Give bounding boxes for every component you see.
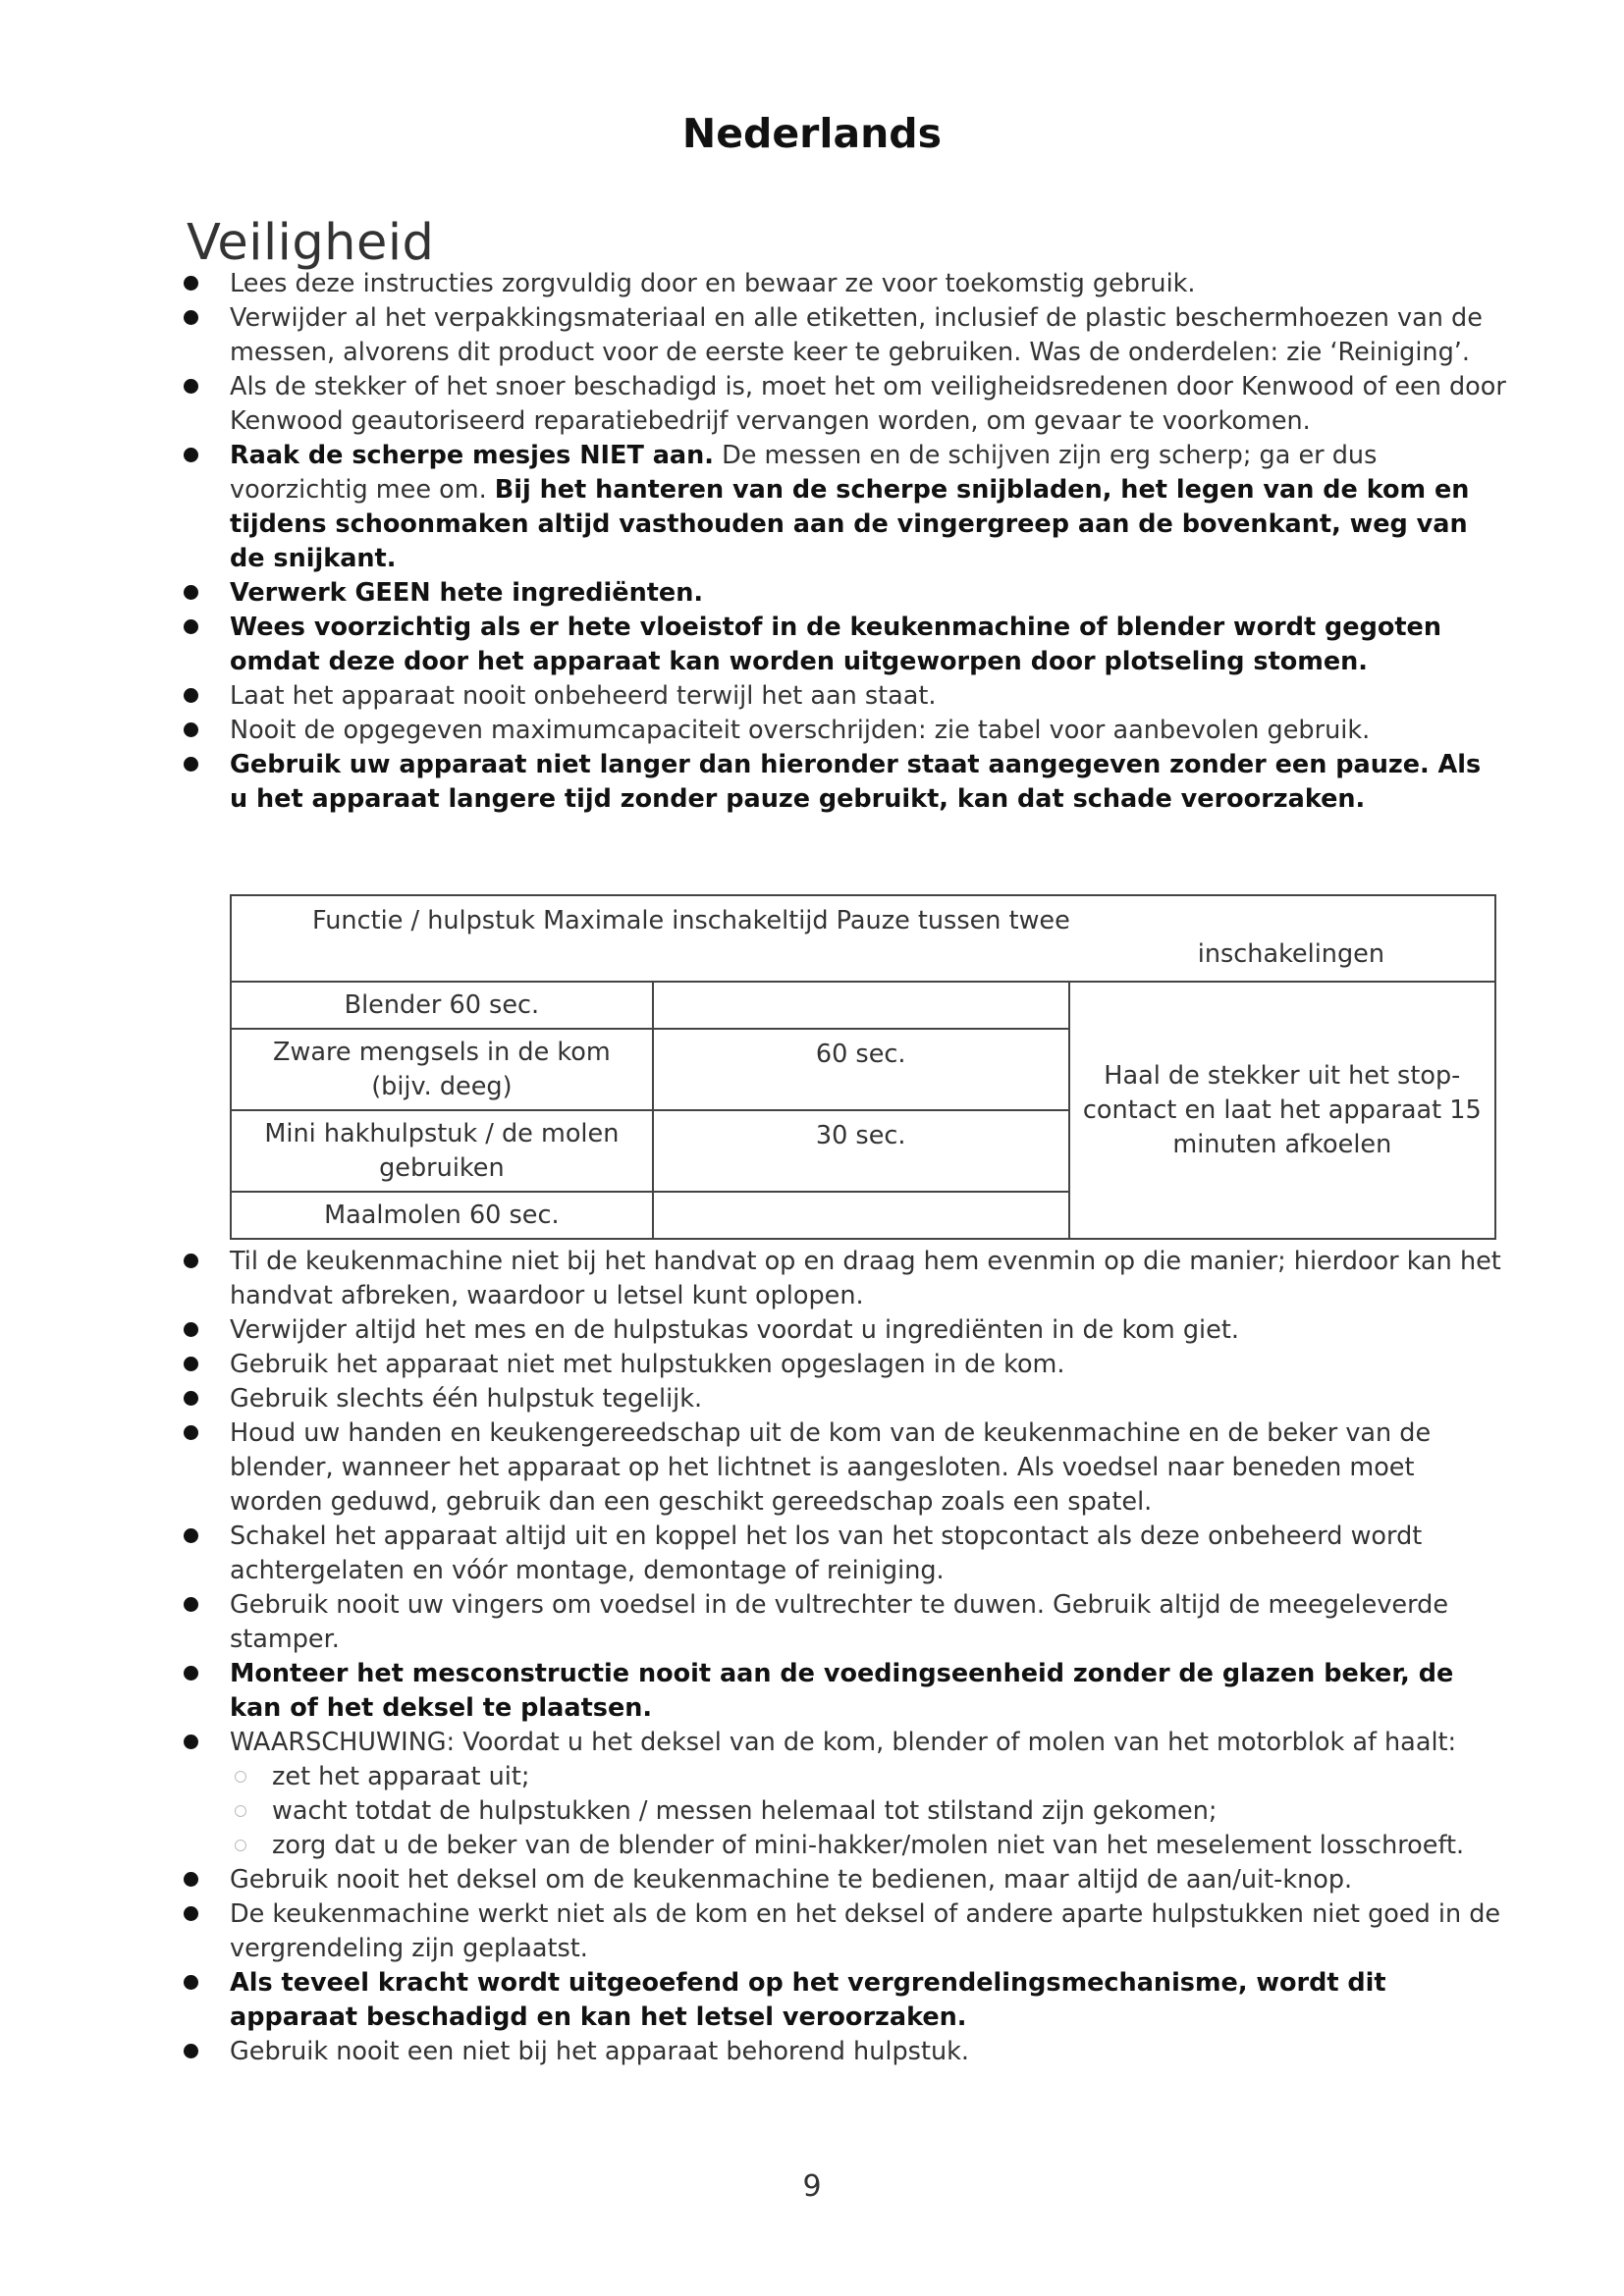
list-item-text: Gebruik het apparaat niet met hulpstukken opgeslagen in de kom. xyxy=(230,1350,1065,1379)
list-item-text: WAARSCHUWING: Voordat u het deksel van de kom, blender of molen van het motorblok af haalt: xyxy=(230,1728,1457,1757)
list-item-bold: Verwerk GEEN hete ingrediënten. xyxy=(230,578,704,608)
list-item-text: Schakel het apparaat altijd uit en koppel het los van het stopcontact als deze onbeheerd wordt achtergelaten en vóór montage, demontage of reiniging. xyxy=(230,1522,1423,1585)
list-item xyxy=(230,1416,1506,1520)
table-cell-function: Mini hakhulpstuk / de molen gebruiken xyxy=(231,1110,653,1192)
list-item-text: Lees deze instructies zorgvuldig door en bewaar ze voor toekomstig gebruik. xyxy=(230,269,1196,298)
sub-list-item xyxy=(272,1794,1506,1829)
list-item xyxy=(230,1245,1506,1313)
safety-list-top xyxy=(230,267,1506,817)
list-item-text: Laat het apparaat nooit onbeheerd terwijl het aan staat. xyxy=(230,681,937,711)
sub-list-item xyxy=(272,1760,1506,1794)
list-item xyxy=(230,1863,1506,1897)
table-cell-max-time xyxy=(653,1192,1069,1239)
list-item xyxy=(230,1348,1506,1382)
list-item-bold: Wees voorzichtig als er hete vloeistof in de keukenmachine of blender wordt gegoten omdat deze door het apparaat kan worden uitgeworpen door plotseling stomen. xyxy=(230,613,1441,676)
page-number: 9 xyxy=(802,2169,822,2204)
list-item xyxy=(230,2035,1506,2069)
list-item xyxy=(230,1313,1506,1348)
table-cell-function: Zware mengsels in de kom (bijv. deeg) xyxy=(231,1029,653,1110)
list-item xyxy=(230,1657,1506,1726)
list-item xyxy=(230,748,1506,817)
list-item-text: Verwijder al het verpakkingsmateriaal en alle etiketten, inclusief de plastic beschermhoezen van de messen, alvorens dit product voor de eerste keer te gebruiken. Was de onderdelen: zie ‘Reiniging’. xyxy=(230,303,1483,367)
list-item-bold: Raak de scherpe mesjes NIET aan. xyxy=(230,441,714,470)
list-item xyxy=(230,301,1506,370)
table-cell-function: Blender 60 sec. xyxy=(231,982,653,1029)
page-header-language: Nederlands xyxy=(681,110,943,157)
list-item xyxy=(230,370,1506,439)
table-header-row xyxy=(231,895,1495,982)
table-cell-function: Maalmolen 60 sec. xyxy=(231,1192,653,1239)
list-item-text: Gebruik nooit het deksel om de keukenmachine te bedienen, maar altijd de aan/uit-knop. xyxy=(230,1865,1353,1895)
safety-list-bottom xyxy=(230,1245,1506,2069)
sub-list-item-text: zet het apparaat uit; xyxy=(272,1762,530,1791)
list-item-bold: Monteer het mesconstructie nooit aan de voedingseenheid zonder de glazen beker, de kan of het deksel te plaatsen. xyxy=(230,1659,1454,1723)
sub-list-item-text: zorg dat u de beker van de blender of mini-hakker/molen niet van het meselement losschroeft. xyxy=(272,1831,1465,1860)
list-item-text: De messen en de schijven zijn erg scherp; ga er dus voorzichtig mee om. xyxy=(230,441,1378,505)
list-item-text: De keukenmachine werkt niet als de kom en het deksel of andere aparte hulpstukken niet goed in de vergrendeling zijn geplaatst. xyxy=(230,1899,1501,1963)
table-row xyxy=(231,982,1495,1029)
list-item-warning xyxy=(230,1726,1506,1863)
list-item xyxy=(230,1520,1506,1588)
list-item xyxy=(230,679,1506,714)
usage-table xyxy=(230,894,1496,1240)
list-item xyxy=(230,611,1506,679)
list-item xyxy=(230,1382,1506,1416)
section-title: Veiligheid xyxy=(187,214,435,272)
list-item-bold: Als teveel kracht wordt uitgeoefend op het vergrendelingsmechanisme, wordt dit apparaat beschadigd en kan het letsel veroorzaken. xyxy=(230,1968,1386,2032)
table-header-text-2: inschakelingen xyxy=(1197,939,1384,969)
list-item-text: Verwijder altijd het mes en de hulpstukas voordat u ingrediënten in de kom giet. xyxy=(230,1315,1239,1345)
sub-list-item xyxy=(272,1829,1506,1863)
list-item-text: Nooit de opgegeven maximumcapaciteit overschrijden: zie tabel voor aanbevolen gebruik. xyxy=(230,716,1371,745)
list-item-bold: Gebruik uw apparaat niet langer dan hieronder staat aangegeven zonder een pauze. Als u het apparaat langere tijd zonder pauze gebruikt, kan dat schade veroorzaken. xyxy=(230,750,1482,814)
list-item xyxy=(230,1897,1506,1966)
list-item xyxy=(230,576,1506,611)
table-cell-max-time xyxy=(653,982,1069,1029)
list-item-bold: Bij het hanteren van de scherpe snijbladen, het legen van de kom en tijdens schoonmaken altijd vasthouden aan de vingergreep aan de bovenkant, weg van de snijkant. xyxy=(230,475,1470,573)
list-item-text: Gebruik nooit uw vingers om voedsel in de vultrechter te duwen. Gebruik altijd de meegeleverde stamper. xyxy=(230,1590,1449,1654)
table-cell-max-time: 30 sec. xyxy=(653,1110,1069,1192)
list-item xyxy=(230,1966,1506,2035)
table-cell-max-time: 60 sec. xyxy=(653,1029,1069,1110)
warning-sublist xyxy=(230,1760,1506,1863)
table-header-cell xyxy=(231,895,1495,982)
list-item-text: Gebruik slechts één hulpstuk tegelijk. xyxy=(230,1384,703,1414)
list-item-text: Als de stekker of het snoer beschadigd is, moet het om veiligheidsredenen door Kenwood of een door Kenwood geautoriseerd reparatiebedrijf vervangen worden, om gevaar te voorkomen. xyxy=(230,372,1506,436)
table-cell-pause-note: Haal de stekker uit het stop-contact en laat het apparaat 15 minuten afkoelen xyxy=(1069,982,1495,1239)
list-item xyxy=(230,1588,1506,1657)
list-item xyxy=(230,439,1506,576)
list-item-text: Til de keukenmachine niet bij het handvat op en draag hem evenmin op die manier; hierdoor kan het handvat afbreken, waardoor u letsel kunt oplopen. xyxy=(230,1247,1501,1310)
table-header-text: Functie / hulpstuk Maximale inschakeltijd Pauze tussen twee xyxy=(312,906,1070,935)
sub-list-item-text: wacht totdat de hulpstukken / messen helemaal tot stilstand zijn gekomen; xyxy=(272,1796,1218,1826)
list-item-text: Gebruik nooit een niet bij het apparaat behorend hulpstuk. xyxy=(230,2037,969,2066)
list-item xyxy=(230,267,1506,301)
list-item xyxy=(230,714,1506,748)
list-item-text: Houd uw handen en keukengereedschap uit de kom van de keukenmachine en de beker van de blender, wanneer het apparaat op het lichtnet is aangesloten. Als voedsel naar beneden moet worden geduwd, gebruik dan een geschikt gereedschap zoals een spatel. xyxy=(230,1418,1432,1517)
